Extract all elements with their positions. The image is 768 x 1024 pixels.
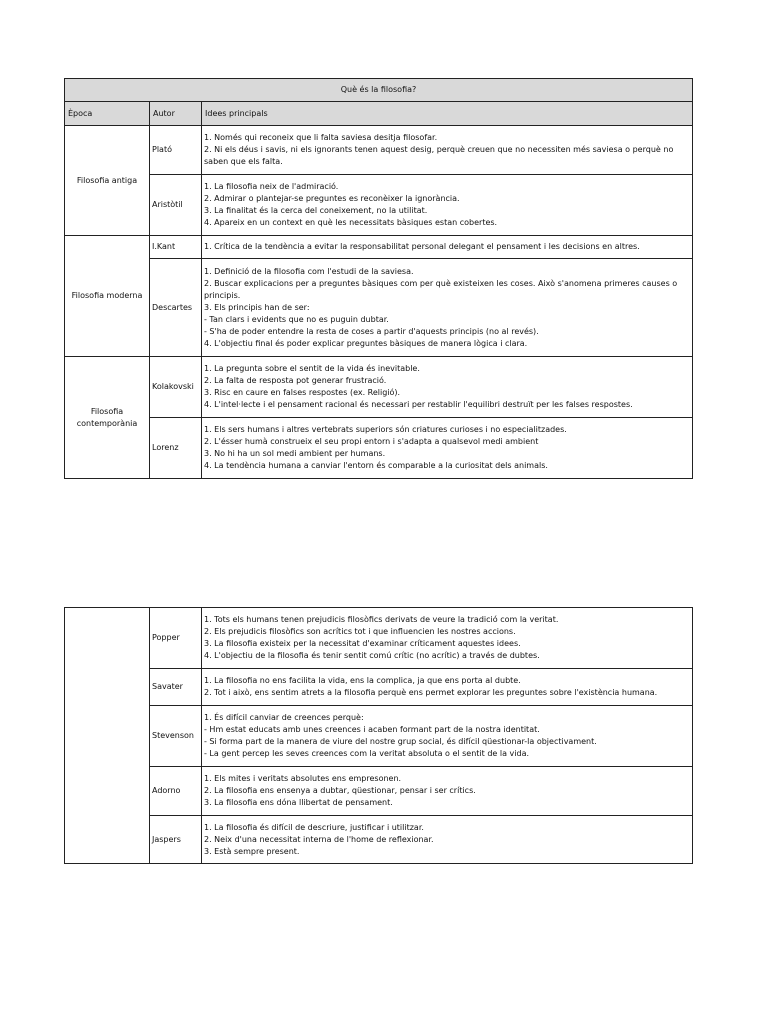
era-contemporania: Filosofia contemporània — [65, 357, 150, 479]
ideas-stevenson: 1. És difícil canviar de creences perquè: - Hm estat educats amb unes creences i acaben formant part de la nostra identitat. - Si forma part de la manera de viure del nostre grup social, és difícil qüestionar-la objectivament. - La gent percep les seves creences com la veritat absoluta o el sentit de la vida. — [202, 706, 693, 767]
ideas-jaspers: 1. La filosofia és difícil de descriure, justificar i utilitzar. 2. Neix d'una necessitat interna de l'home de reflexionar. 3. Està sempre present. — [202, 816, 693, 864]
ideas-kant: 1. Crítica de la tendència a evitar la responsabilitat personal delegant el pensament i les decisions en altres. — [202, 236, 693, 259]
author-adorno: Adorno — [150, 767, 202, 816]
ideas-aristotil: 1. La filosofia neix de l'admiració. 2. Admirar o plantejar-se preguntes es reconèixer la ignorància. 3. La finalitat és la cerca del coneixement, no la utilitat. 4. Apareix en un context en què les necessitats bàsiques estan cobertes. — [202, 175, 693, 236]
author-aristotil: Aristòtil — [150, 175, 202, 236]
philosophy-table — [64, 78, 693, 479]
author-plato: Plató — [150, 126, 202, 175]
author-kolakovski: Kolakovski — [150, 357, 202, 418]
author-lorenz: Lorenz — [150, 418, 202, 479]
era-moderna: Filosofia moderna — [65, 236, 150, 357]
ideas-lorenz: 1. Els sers humans i altres vertebrats superiors són criatures curioses i no especialitzades. 2. L'ésser humà construeix el seu propi entorn i s'adapta a qualsevol medi ambient 3. No hi ha un sol medi ambient per humans. 4. La tendència humana a canviar l'entorn és comparable a la curiositat dels animals. — [202, 418, 693, 479]
author-descartes: Descartes — [150, 259, 202, 357]
header-autor: Autor — [150, 102, 202, 126]
ideas-kolakovski: 1. La pregunta sobre el sentit de la vida és inevitable. 2. La falta de resposta pot generar frustració. 3. Risc en caure en falses respostes (ex. Religió). 4. L'intel·lecte i el pensament racional és necessari per restablir l'equilibri destruït per les falses respostes. — [202, 357, 693, 418]
ideas-popper: 1. Tots els humans tenen prejudicis filosòfics derivats de veure la tradició com la veritat. 2. Els prejudicis filosòfics son acrítics tot i que influencien les nostres accions. 3. La filosofia existeix per la necessitat d'examinar críticament aquestes idees. 4. L'objectiu de la filosofia és tenir sentit comú crític (no acrític) a través de dubtes. — [202, 608, 693, 669]
ideas-plato: 1. Només qui reconeix que li falta saviesa desitja filosofar. 2. Ni els déus i savis, ni els ignorants tenen aquest desig, perquè creuen que no necessiten més saviesa o perquè no saben que els falta. — [202, 126, 693, 175]
header-epoca: Època — [65, 102, 150, 126]
philosophy-table-continued — [64, 607, 693, 864]
era-cell-continued — [65, 608, 150, 864]
table-title: Què és la filosofia? — [65, 79, 693, 102]
ideas-descartes: 1. Definició de la filosofia com l'estudi de la saviesa. 2. Buscar explicacions per a preguntes bàsiques com per què existeixen les coses. Això s'anomena primeres causes o principis. 3. Els principis han de ser: - Tan clars i evidents que no es puguin dubtar. - S'ha de poder entendre la resta de coses a partir d'aquests principis (no al revés). 4. L'objectiu final és poder explicar preguntes bàsiques de manera lògica i clara. — [202, 259, 693, 357]
author-jaspers: Jaspers — [150, 816, 202, 864]
era-antiga: Filosofia antiga — [65, 126, 150, 236]
ideas-savater: 1. La filosofia no ens facilita la vida, ens la complica, ja que ens porta al dubte. 2. Tot i això, ens sentim atrets a la filosofia perquè ens permet explorar les preguntes sobre l'existència humana. — [202, 669, 693, 706]
author-savater: Savater — [150, 669, 202, 706]
ideas-adorno: 1. Els mites i veritats absolutes ens empresonen. 2. La filosofia ens ensenya a dubtar, qüestionar, pensar i ser crítics. 3. La filosofia ens dóna llibertat de pensament. — [202, 767, 693, 816]
header-idees: Idees principals — [202, 102, 693, 126]
author-popper: Popper — [150, 608, 202, 669]
author-stevenson: Stevenson — [150, 706, 202, 767]
author-kant: I.Kant — [150, 236, 202, 259]
